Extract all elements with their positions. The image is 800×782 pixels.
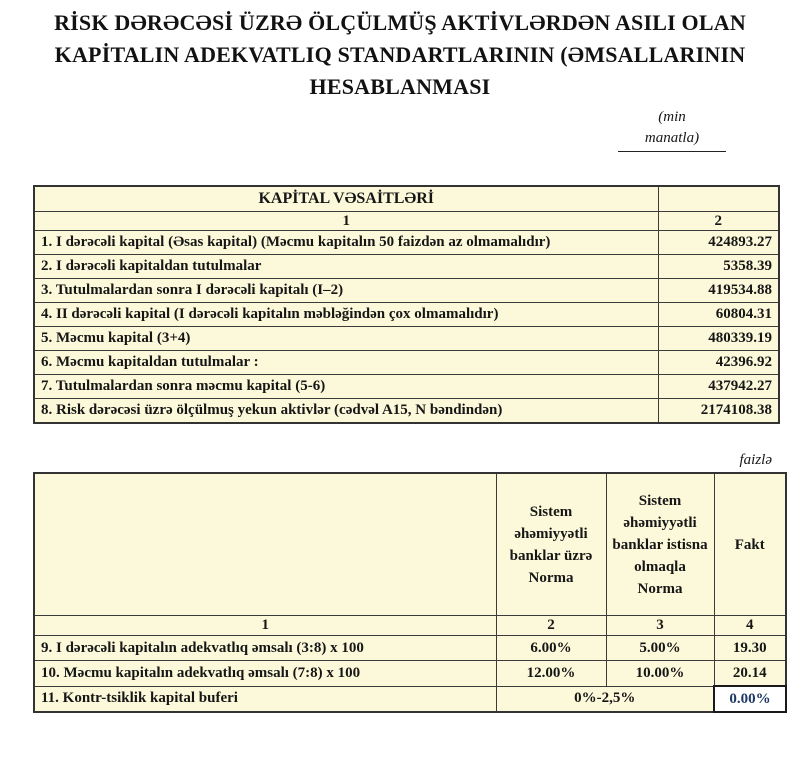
unit-note-faizle: faizlə xyxy=(739,452,772,468)
unit-note-min-manatla xyxy=(618,107,726,152)
table-row xyxy=(34,686,786,712)
row-norma-systemic: 6.00% xyxy=(496,636,606,661)
table-row xyxy=(34,327,779,351)
table2-colnum-2: 2 xyxy=(496,616,606,636)
row-value: 2174108.38 xyxy=(658,399,779,424)
table1-colnum-2: 2 xyxy=(658,212,779,231)
row-label: 8. Risk dərəcəsi üzrə ölçülmuş yekun aktivlər (cədvəl A15, N bəndindən) xyxy=(34,399,658,424)
table1-header-cell: KAPİTAL VƏSAİTLƏRİ xyxy=(34,186,658,212)
table2-column-number-row xyxy=(34,616,786,636)
row-norma-systemic: 12.00% xyxy=(496,661,606,687)
table1-header-row xyxy=(34,186,779,212)
capital-funds-table xyxy=(33,185,780,424)
page-title xyxy=(0,0,800,103)
table2-header-row xyxy=(34,473,786,616)
table2-colnum-3: 3 xyxy=(606,616,714,636)
table-row xyxy=(34,636,786,661)
table-row xyxy=(34,255,779,279)
adequacy-ratios-table xyxy=(33,472,787,713)
table-row xyxy=(34,399,779,424)
row-label: 1. I dərəcəli kapital (Əsas kapital) (Məcmu kapitalın 50 faizdən az olmamalıdır) xyxy=(34,231,658,255)
table2-colnum-4: 4 xyxy=(714,616,786,636)
row-label: 7. Tutulmalardan sonra məcmu kapital (5-6) xyxy=(34,375,658,399)
title-line-3: HESABLANMASI xyxy=(309,74,491,99)
row-label: 11. Kontr-tsiklik kapital buferi xyxy=(34,686,496,712)
row-label: 4. II dərəcəli kapital (I dərəcəli kapitalın məbləğindən çox olmamalıdır) xyxy=(34,303,658,327)
row-label: 2. I dərəcəli kapitaldan tutulmalar xyxy=(34,255,658,279)
table1-colnum-1: 1 xyxy=(34,212,658,231)
table-row xyxy=(34,231,779,255)
row-label: 10. Məcmu kapitalın adekvatlıq əmsalı (7:8) x 100 xyxy=(34,661,496,687)
table-row xyxy=(34,661,786,687)
row-value: 5358.39 xyxy=(658,255,779,279)
title-line-1: RİSK DƏRƏCƏSİ ÜZRƏ ÖLÇÜLMÜŞ AKTİVLƏRDƏN ASILI OLAN xyxy=(54,10,746,35)
table1-column-number-row xyxy=(34,212,779,231)
table2-header-norma-systemic: Sistem əhəmiyyətli banklar üzrə Norma xyxy=(496,473,606,616)
row-fakt-highlighted: 0.00% xyxy=(714,686,786,712)
table2-colnum-1: 1 xyxy=(34,616,496,636)
unit-note-line-2: manatla) xyxy=(644,130,700,146)
title-line-2: KAPİTALIN ADEKVATLIQ STANDARTLARININ (ƏMSALLARININ xyxy=(54,42,746,67)
row-fakt: 20.14 xyxy=(714,661,786,687)
row-value: 60804.31 xyxy=(658,303,779,327)
row-label: 3. Tutulmalardan sonra I dərəcəli kapitalı (I–2) xyxy=(34,279,658,303)
row-label: 5. Məcmu kapital (3+4) xyxy=(34,327,658,351)
table-row xyxy=(34,279,779,303)
row-value: 42396.92 xyxy=(658,351,779,375)
unit-note-line-1: (min xyxy=(658,109,686,125)
row-value: 480339.19 xyxy=(658,327,779,351)
row-value: 424893.27 xyxy=(658,231,779,255)
row-value: 419534.88 xyxy=(658,279,779,303)
table2-header-norma-nonsystemic: Sistem əhəmiyyətli banklar istisna olmaqla Norma xyxy=(606,473,714,616)
row-norma-nonsystemic: 10.00% xyxy=(606,661,714,687)
table1-header-empty-cell xyxy=(658,186,779,212)
row-norma-range: 0%-2,5% xyxy=(496,686,714,712)
row-norma-nonsystemic: 5.00% xyxy=(606,636,714,661)
row-label: 6. Məcmu kapitaldan tutulmalar : xyxy=(34,351,658,375)
table2-header-fakt: Fakt xyxy=(714,473,786,616)
row-value: 437942.27 xyxy=(658,375,779,399)
table-row xyxy=(34,375,779,399)
row-fakt: 19.30 xyxy=(714,636,786,661)
table-row xyxy=(34,303,779,327)
table2-header-empty-cell xyxy=(34,473,496,616)
row-label: 9. I dərəcəli kapitalın adekvatlıq əmsalı (3:8) x 100 xyxy=(34,636,496,661)
table-row xyxy=(34,351,779,375)
